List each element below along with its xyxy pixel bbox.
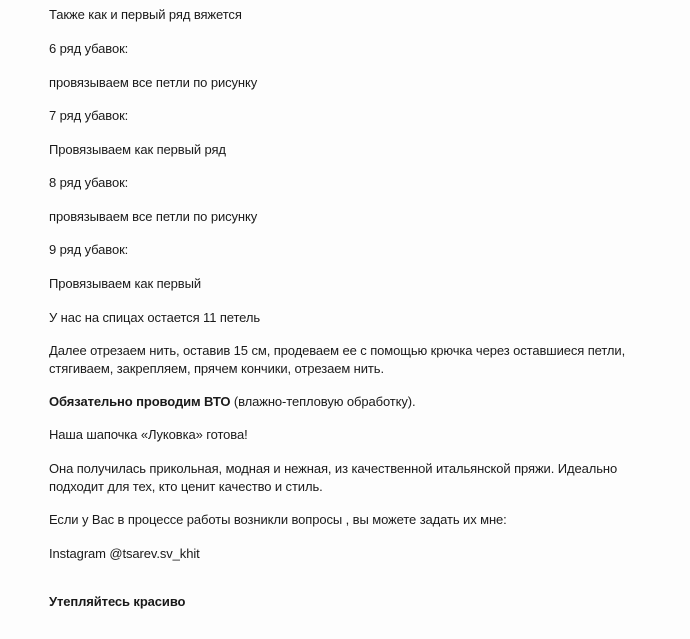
wet-blocking-note: (влажно-тепловую обработку). (230, 394, 416, 409)
paragraph-questions: Если у Вас в процессе работы возникли вопросы , вы можете задать их мне: (49, 512, 507, 527)
paragraph-row-7-instruction: Провязываем как первый ряд (49, 142, 226, 157)
paragraph-row-7-heading: 7 ряд убавок: (49, 108, 129, 123)
wet-blocking-emphasis: Обязательно проводим ВТО (49, 394, 231, 409)
paragraph-finishing (49, 342, 679, 378)
paragraph-wet-blocking (49, 393, 679, 411)
paragraph-row-6-heading: 6 ряд убавок: (49, 41, 129, 56)
paragraph-row-9-heading: 9 ряд убавок: (49, 242, 129, 257)
paragraph-closing: Утепляйтесь красиво (49, 594, 186, 609)
paragraph-finishing-line-1: Далее отрезаем нить, оставив 15 см, продеваем ее с помощью крючка через оставшиеся петли, (49, 343, 626, 358)
paragraph-hat-ready: Наша шапочка «Луковка» готова! (49, 427, 248, 442)
paragraph-instagram-contact: Instagram @tsarev.sv_khit (49, 546, 200, 561)
paragraph-description (49, 460, 679, 496)
paragraph-row-6-instruction: провязываем все петли по рисунку (49, 75, 258, 90)
paragraph-row-9-instruction: Провязываем как первый (49, 276, 201, 291)
paragraph-finishing-line-2: стягиваем, закрепляем, прячем кончики, отрезаем нить. (49, 361, 384, 376)
paragraph-description-line-1: Она получилась прикольная, модная и нежная, из качественной итальянской пряжи. Идеально (49, 461, 618, 476)
paragraph-row-continuation: Также как и первый ряд вяжется (49, 7, 242, 22)
document-body (49, 6, 679, 611)
paragraph-description-line-2: подходит для тех, кто ценит качество и стиль. (49, 479, 323, 494)
paragraph-row-8-heading: 8 ряд убавок: (49, 175, 129, 190)
paragraph-row-8-instruction: провязываем все петли по рисунку (49, 209, 258, 224)
paragraph-stitch-count: У нас на спицах остается 11 петель (49, 310, 261, 325)
